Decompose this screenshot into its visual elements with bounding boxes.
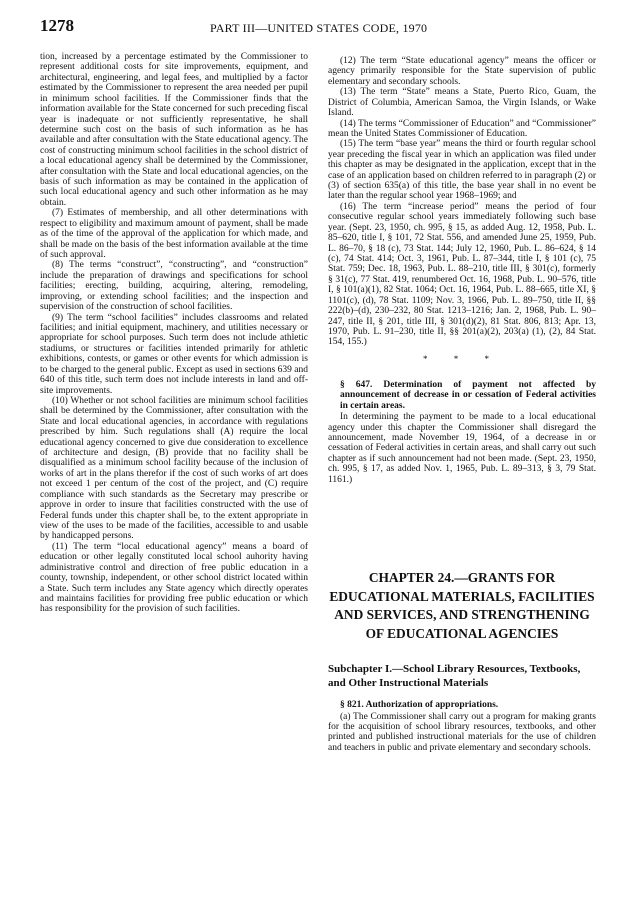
left-column — [40, 52, 308, 615]
paragraph: (7) Estimates of membership, and all other determinations with respect to eligibility and maximum amount of payment, shall be made as of the time of the approval of the application for which made, and shall be made on the basis of the best information available at the time of such approval. — [40, 208, 308, 261]
running-head: PART III—UNITED STATES CODE, 1970 — [210, 21, 428, 35]
right-column — [328, 56, 596, 753]
paragraph: (16) The term “increase period” means the period of four consecutive regular school years immediately following such base year. (Sept. 23, 1950, ch. 995, § 15, as added Aug. 12, 1958, Pub. L. 85–620, title I, § 101, 72 Stat. 556, and amended June 25, 1959, Pub. L. 86–70, § 18 (c), 73 Stat. 144; July 12, 1960, Pub. L. 86–624, § 14 (c), 74 Stat. 414; Oct. 3, 1961, Pub. L. 87–344, title I, § 101 (c), 75 Stat. 759; Dec. 18, 1963, Pub. L. 88–210, title III, § 301(c), formerly § 31(c), 77 Stat. 419, renumbered Oct. 16, 1968, Pub. L. 90–576, title I, § 101(a)(1), 82 Stat. 1064; Oct. 16, 1964, Pub. L. 88–665, title XI, § 1101(c), (d), 78 Stat. 1109; Nov. 3, 1966, Pub. L. 89–750, title II, §§ 222(b)–(d), 230–232, 80 Stat. 1213–1216; Jan. 2, 1968, Pub. L. 90–247, title II, § 201, title III, § 301(d)(2), 81 Stat. 806, 813; Apr. 13, 1970, Pub. L. 91–230, title II, §§ 201(a)(2), 203(a) (1), (2), 84 Stat. 154, 155.) — [328, 201, 596, 348]
section-heading-821: § 821. Authorization of appropriations. — [340, 700, 499, 711]
subchapter-title: Subchapter I.—School Library Resources, Textbooks, and Other Instructional Materials — [328, 663, 581, 689]
paragraph: (14) The terms “Commissioner of Education” and “Commissioner” mean the United States Commissioner of Education. — [328, 118, 597, 139]
page-header — [0, 0, 628, 40]
paragraph: (8) The terms “construct”, “constructing”, and “construction” include the preparation of drawings and specifications for school facilities; erecting, building, acquiring, altering, remodeling, improving, or extending school facilities; and the inspection and supervision of the construction of school facilities. — [40, 260, 308, 313]
paragraph: (9) The term “school facilities” includes classrooms and related facilities; and initial equipment, machinery, and utilities necessary or appropriate for school purposes. Such term does not include athletic stadiums, or structures or facilities intended primarily for athletic exhibitions, contests, or games or other events for which admission is to be charged to the general public. Except as used in sections 639 and 640 of this title, such term does not include interests in land and off-site improvements. — [40, 312, 308, 396]
chapter-title: CHAPTER 24.—GRANTS FOR EDUCATIONAL MATERIALS, FACILITIES AND SERVICES, AND STRENGTHENING OF EDUCATIONAL AGENCIES — [329, 570, 595, 641]
paragraph: (12) The term “State educational agency” means the officer or agency primarily responsible for the State supervision of public elementary and secondary schools. — [328, 56, 596, 87]
section-text-647: In determining the payment to be made to a local educational agency under this chapter the Commissioner shall disregard the announcement, made November 19, 1964, of a decrease in or cessation of Federal activities in certain areas, and shall carry out such chapter as if such announcement had not been made. (Sept. 23, 1950, ch. 995, § 17, as added Nov. 1, 1965, Pub. L. 89–313, § 3, 79 Stat. 1161.) — [328, 412, 596, 485]
paragraph: (13) The term “State” means a State, Puerto Rico, Guam, the District of Columbia, American Samoa, the Virgin Islands, or Wake Island. — [328, 87, 596, 119]
section-text-821: (a) The Commissioner shall carry out a program for making grants for the acquisition of school library resources, textbooks, and other printed and published instructional materials for the use of children and teachers in public and private elementary and secondary schools. — [328, 711, 596, 753]
paragraph: (15) The term “base year” means the third or fourth regular school year preceding the fiscal year in which an application was filed under this chapter as may be designated in the application, except that in the case of an application based on children referred to in paragraph (2) or (3) of section 635(a) of this title, the base year shall in no event be later than the regular school year 1968–1969; and — [328, 139, 596, 202]
section-separator: * * * — [423, 353, 501, 364]
paragraph: tion, increased by a percentage estimated by the Commissioner to represent additional costs for site improvements, equipment, and architectural, engineering, and legal fees, and multiplied by a factor estimated by the Commissioner to represent the area needed per pupil in minimum school facilities. If the Commissioner finds that the information available for the State concerned for such preceding fiscal year is inadequate or not sufficiently representative, he shall determine such cost on the basis of such information as he has available and after consultation with the State educational agency. The cost of constructing minimum school facilities in the school district of a local educational agency shall be determined by the Commissioner, after consultation with the State and local educational agencies, on the basis of such information as may be contained in the application of such local educational agency and such other information as he may obtain. — [40, 52, 308, 208]
section-heading-647: § 647. Determination of payment not affected by announcement of decrease in or cessation of Federal activities in certain areas. — [340, 379, 596, 411]
page-number: 1278 — [40, 16, 74, 35]
paragraph: (11) The term “local educational agency” means a board of education or other legally constituted local school auhority having administrative control and direction of free public education in a county, township, independent, or other school district located within a State. Such term includes any State agency which directly operates and maintains facilities for providing free public education or which has responsibility for the provision of such facilities. — [40, 541, 308, 615]
paragraph: (10) Whether or not school facilities are minimum school facilities shall be determined by the Commissioner, after consultation with the State and local educational agencies, in accordance with regulations prescribed by him. Such regulations shall (A) require the local educational agency concerned to give due consideration to excellence of architecture and design, (B) provide that no facility shall be disqualified as a minimum school facility because of the inclusion of works of art in the plans therefor if the cost of such works of art does not exceed 1 per centum of the cost of the project, and (C) require compliance with such standards as the Secretary may prescribe or approve in order to insure that facilities constructed with the use of Federal funds under this chapter shall be, to the extent appropriate in view of the uses to be made of the facilities, accessible to and usable by handicapped persons. — [40, 395, 308, 542]
